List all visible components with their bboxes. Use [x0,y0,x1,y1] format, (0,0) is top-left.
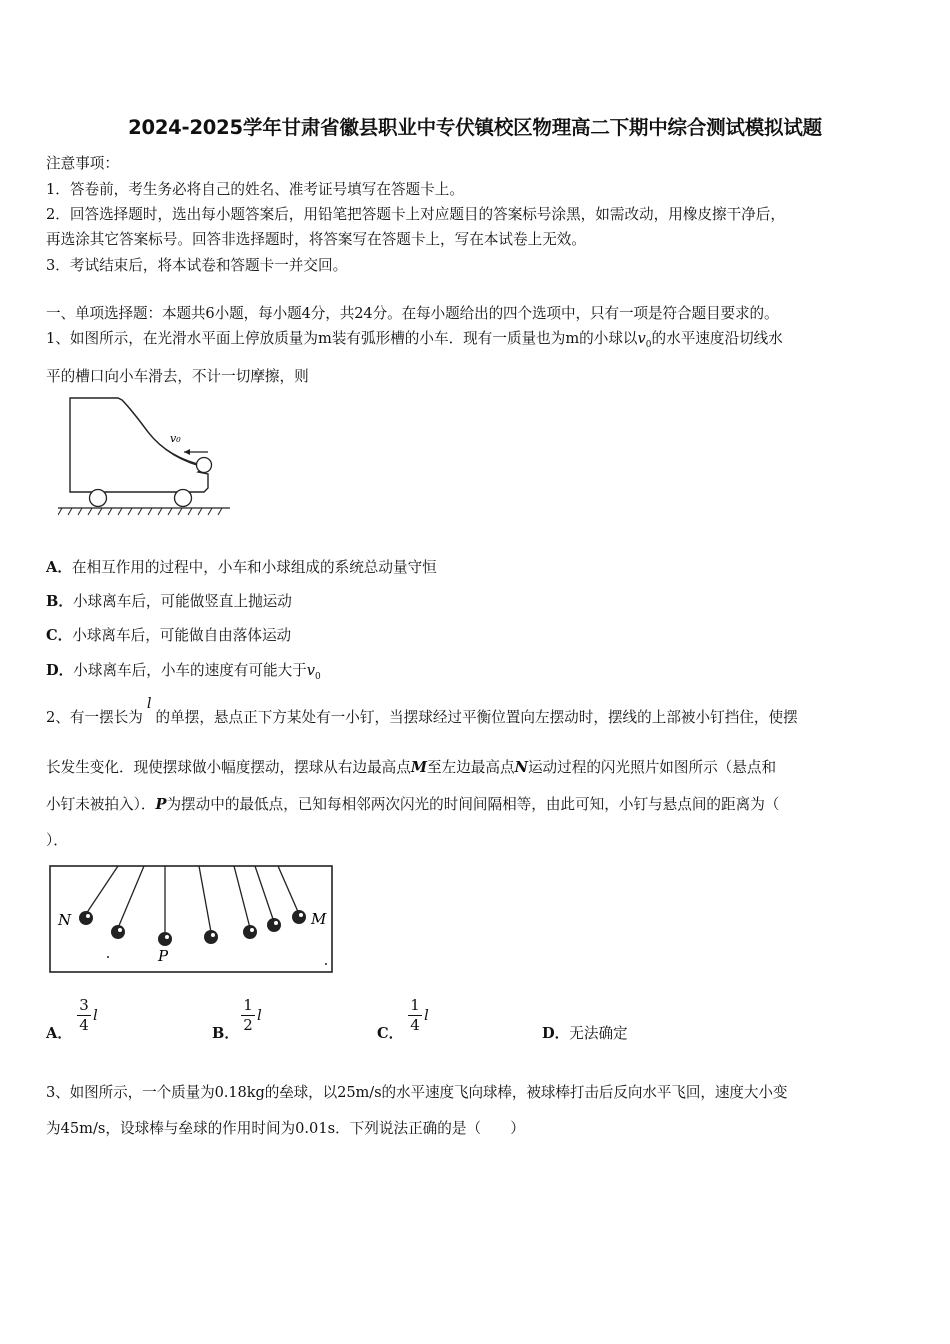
q1-option-b[interactable]: B．小球离车后，可能做竖直上抛运动 [46,593,292,610]
q2-option-a-key[interactable]: A． [46,1025,72,1042]
q1-option-c[interactable]: C．小球离车后，可能做自由落体运动 [46,627,292,644]
notice-heading: 注意事项： [46,155,119,172]
q1-cart-figure [58,392,238,520]
notice-item-2-cont: 再选涂其它答案标号。回答非选择题时，将答案写在答题卡上，写在本试卷上无效。 [46,231,586,248]
q2-option-b-key[interactable]: B． [212,1025,239,1042]
q2-option-b-fraction: 1 2 [240,996,256,1035]
q1-stem-line1 [46,327,783,350]
q1-fig-v0-label: v₀ [170,432,181,445]
notice-item-2: 2．回答选择题时，选出每小题答案后，用铅笔把答题卡上对应题目的答案标号涂黑，如需改动，用橡皮擦干净后， [46,206,785,223]
q2-pendulum-figure [48,862,336,976]
section-heading: 一、单项选择题：本题共6小题，每小题4分，共24分。在每小题给出的四个选项中，只有一项是符合题目要求的。 [46,305,779,322]
q1-v-sub: 0 [645,339,652,350]
q1-stem-b: 的水平速度沿切线水 [651,330,783,347]
q2-option-c-l: l [424,1006,429,1024]
q1-v: v [637,330,646,347]
q1-stem-line2: 平的槽口向小车滑去，不计一切摩擦，则 [46,368,309,385]
q2-stem-line4: ）． [46,832,68,849]
q2-stem-line3: 小钉未被拍入）．P为摆动中的最低点，已知每相邻两次闪光的时间间隔相等，由此可知，小钉与悬点间的距离为（ [46,796,780,813]
q2-option-b-l: l [257,1006,262,1024]
q1-option-a[interactable]: A．在相互作用的过程中，小车和小球组成的系统总动量守恒 [46,559,437,576]
q2-option-c-fraction: 1 4 [407,996,423,1035]
q2-stem-line1: 2、有一摆长为l的单摆，悬点正下方某处有一小钉，当摆球经过平衡位置向左摆动时，摆线的上部被小钉挡住，使摆 [46,695,798,726]
q2-option-d[interactable]: D．无法确定 [542,1025,628,1042]
q2-stem-line2: 长发生变化．现使摆球做小幅度摆动，摆球从右边最高点M至左边最高点N运动过程的闪光照片如图所示（悬点和 [46,759,777,776]
q2-fig-label-p: P [158,947,169,965]
notice-item-3: 3．考试结束后，将本试卷和答题卡一并交回。 [46,257,348,274]
q2-fig-label-m: M [311,910,327,928]
q3-stem-line1: 3、如图所示，一个质量为0.18kg的垒球，以25m/s的水平速度飞向球棒，被球棒打击后反向水平飞回，速度大小变 [46,1084,788,1101]
q1-option-d[interactable]: D．小球离车后，小车的速度有可能大于$v_0$ [46,662,321,682]
q2-option-a-l: l [93,1006,98,1024]
q1-stem-a: 1、如图所示，在光滑水平面上停放质量为m装有弧形槽的小车．现有一质量也为m的小球以 [46,330,638,347]
notice-item-1: 1．答卷前，考生务必将自己的姓名、准考证号填写在答题卡上。 [46,181,464,198]
q2-l-symbol: l [146,695,152,712]
q2-option-a-fraction: 3 4 [76,996,92,1035]
q2-option-c-key[interactable]: C． [377,1025,404,1042]
q3-stem-line2: 为45m/s，设球棒与垒球的作用时间为0.01s．下列说法正确的是（ ） [46,1120,525,1137]
page-title: 2024-2025学年甘肃省徽县职业中专伏镇校区物理高二下期中综合测试模拟试题 [128,116,822,139]
q2-fig-label-n: N [58,911,72,929]
